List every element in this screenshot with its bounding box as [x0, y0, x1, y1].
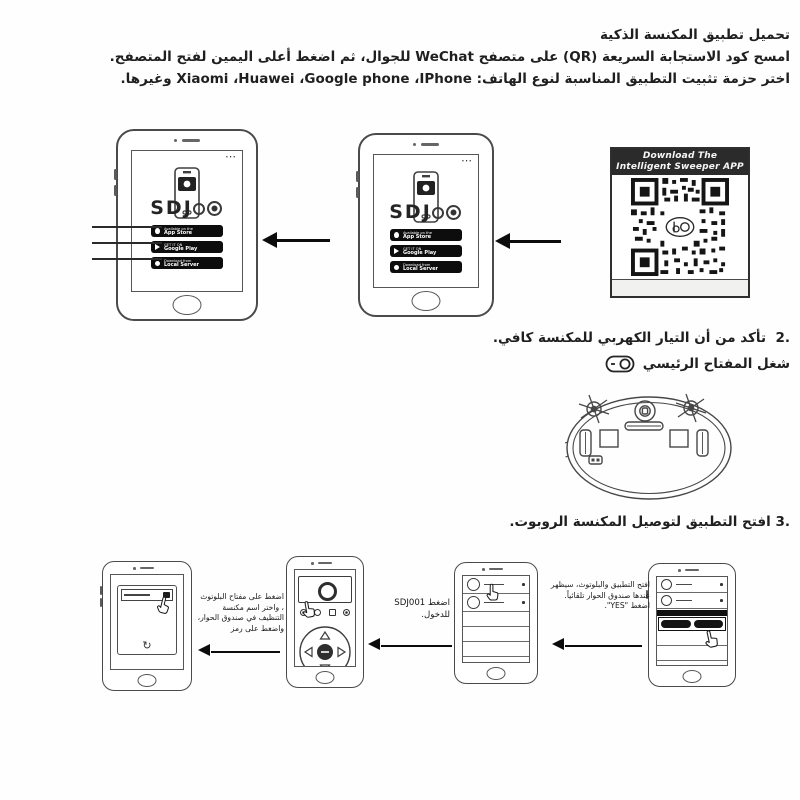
phone-screen: [656, 576, 728, 666]
phone-home-button: [487, 667, 506, 680]
phone-side-button: [114, 185, 117, 196]
qr-pattern: [631, 178, 729, 276]
phone-illustration-device-list: [454, 562, 538, 684]
compartment-right: [670, 430, 688, 447]
power-switch-bottom: [589, 456, 602, 464]
phone-side-button: [356, 171, 359, 182]
robot-vacuum-illustration: [563, 392, 737, 504]
home-button: [343, 609, 350, 616]
phone-speaker: [140, 567, 154, 569]
badge-subtext: Download from: [403, 263, 431, 267]
apple-icon: [155, 228, 160, 234]
clock-icon: [467, 596, 480, 609]
badge-pointer-line: [92, 226, 162, 228]
step2-number: 2.: [775, 330, 790, 346]
google-play-badge: [390, 245, 462, 257]
compartment-left: [600, 430, 618, 447]
qr-finder: [702, 178, 729, 205]
no-button: [661, 620, 691, 628]
phone-speaker: [318, 562, 332, 564]
robot-status-icon: [318, 582, 337, 601]
phone-home-button: [683, 670, 702, 683]
phone-speaker: [685, 569, 699, 571]
logo-target-icon: [207, 201, 222, 216]
step2-section: [493, 327, 790, 375]
list-item: [657, 577, 727, 593]
phone-speaker: [413, 143, 439, 146]
phone-screen: [373, 154, 479, 288]
app-name: SDJ: [150, 197, 193, 219]
app-store-badge: [390, 229, 462, 241]
qr-finder: [631, 249, 658, 276]
list-row-empty: [657, 661, 727, 666]
step2-text: تأكد من أن التيار الكهربي للمكنسة كافي.: [492, 330, 767, 346]
intro-line-choose-package: اختر حزمة تثبيت التطبيق المناسبة لنوع الهاتف: IPhone،‏ Google phone،‏ Huawei،‏ Xiaomi وغيرها.: [120, 71, 790, 87]
badge-label: App Store: [164, 230, 193, 236]
intro-section: [78, 24, 790, 90]
hand-pointer-icon: [299, 599, 318, 620]
qr-code: [612, 176, 748, 278]
qr-footer-strip: [612, 279, 748, 296]
badge-label: Local Server: [164, 262, 199, 268]
phone-screen: [131, 150, 243, 292]
caster-wheel: [635, 401, 655, 421]
logo-target-icon: [446, 205, 461, 220]
device-icon: [467, 578, 480, 591]
globe-icon: [394, 265, 399, 270]
phone-home-button: [138, 674, 157, 687]
dpad-left-icon: [305, 648, 312, 657]
play-icon: [155, 244, 160, 250]
badge-label: App Store: [403, 234, 432, 240]
dpad-right-icon: [338, 648, 345, 657]
left-arrow-icon: [262, 232, 330, 248]
device-icon: [661, 595, 672, 606]
left-arrow-icon: [552, 638, 642, 654]
play-icon: [394, 248, 399, 254]
dpad-control: [297, 624, 353, 667]
step3-text: افتح التطبيق لتوصيل المكنسة الروبوت.: [509, 514, 771, 530]
phone-screen: [110, 574, 184, 670]
phone-illustration-connected: [102, 561, 192, 691]
intro-line-scan-qr: امسح كود الاستجابة السريعة (QR) على متصفح WeChat للجوال، ثم اضغط أعلى اليمين لفتح المتصفح.: [109, 49, 790, 65]
badge-subtext: Available on the: [403, 231, 432, 235]
phone-speaker: [174, 139, 200, 142]
badge-subtext: Available on the: [164, 227, 193, 231]
qr-header-line1: Download The: [642, 151, 718, 161]
list-row-empty: [463, 642, 529, 657]
local-server-badge: [390, 261, 462, 273]
hand-pointer-icon: [154, 594, 174, 616]
badge-subtext: Download from: [164, 259, 192, 263]
list-row-empty: [463, 657, 529, 663]
left-arrow-icon: [368, 638, 452, 654]
step2-line1: [493, 327, 790, 349]
phone-illustration-yes-dialog: [648, 563, 736, 687]
logo-ring-icon: [432, 207, 444, 219]
hand-pointer-icon: [485, 583, 501, 602]
refresh-icon: ↻: [142, 639, 152, 652]
annotation-bluetooth-key: اضغط على مفتاح البلوتوث ، واختر اسم مكنسة التنظيف في صندوق الحوار، واضغط على رمز: [197, 592, 284, 633]
dialog-title-bar: [657, 610, 727, 616]
list-row-empty: [463, 612, 529, 627]
badge-subtext: GET IT ON: [164, 243, 183, 247]
apple-icon: [394, 232, 399, 238]
badge-pointer-line: [92, 258, 162, 260]
remote-display: [298, 576, 352, 603]
badge-label: Google Play: [164, 246, 198, 252]
phone-home-button: [412, 291, 441, 311]
left-arrow-icon: [198, 644, 280, 660]
side-brush-left: [579, 395, 609, 423]
step3-number: 3.: [775, 514, 790, 530]
phone-speaker: [489, 568, 503, 570]
phone-side-button: [114, 169, 117, 180]
qr-code-block: [610, 147, 750, 298]
left-arrow-icon: [495, 233, 561, 249]
phone-side-button: [100, 586, 103, 595]
stop-button: [329, 609, 336, 616]
qr-header: [612, 149, 748, 175]
logo-ring-icon: [193, 203, 205, 215]
yes-button: [694, 620, 724, 628]
list-row-empty: [463, 627, 529, 642]
phone-illustration-installed: [116, 129, 258, 321]
globe-icon: [155, 261, 160, 266]
qr-header-line2: Intelligent Sweeper APP: [616, 161, 744, 172]
dpad-up-icon: [321, 632, 330, 639]
store-badges: [390, 229, 462, 273]
list-item: [657, 593, 727, 609]
phone-illustration-download-page: [358, 133, 494, 317]
device-name-text: [124, 594, 150, 596]
badge-label: Google Play: [403, 250, 437, 256]
phone-illustration-remote-control: [286, 556, 364, 688]
step2-line2: [493, 353, 790, 375]
phone-home-button: [173, 295, 202, 315]
step2-switch-text: شغل المفتاح الرئيسي: [642, 356, 790, 372]
phone-screen: [462, 575, 530, 663]
phone-screen: [294, 569, 356, 667]
phone-side-button: [356, 187, 359, 198]
intro-title: تحميل تطبيق المكنسة الذكية: [600, 27, 790, 43]
more-icon: ⋯: [225, 150, 237, 163]
device-icon: [661, 579, 672, 590]
app-name: SDJ: [389, 201, 432, 223]
annotation-open-app: افتح التطبيق والبلوتوث، سيظهر عندها صندوق الحوار تلقائياً. اضغط "YES".: [550, 580, 650, 610]
step3-heading: [509, 514, 790, 530]
qr-finder: [631, 178, 658, 205]
badge-subtext: GET IT ON: [403, 247, 422, 251]
store-badges: [151, 225, 223, 269]
power-switch-icon: [605, 355, 635, 373]
badge-pointer-line: [92, 242, 162, 244]
more-icon: ⋯: [461, 154, 473, 167]
badge-label: Local Server: [403, 266, 438, 272]
connection-panel: [117, 585, 177, 655]
phone-side-button: [100, 598, 103, 607]
annotation-press-sdj001: اضغط SDJ001 للدخول.: [394, 598, 450, 620]
qr-center-logo: [666, 218, 693, 237]
list-row-empty: [657, 646, 727, 661]
phone-home-button: [316, 671, 335, 684]
dpad-down-icon: [321, 665, 330, 667]
